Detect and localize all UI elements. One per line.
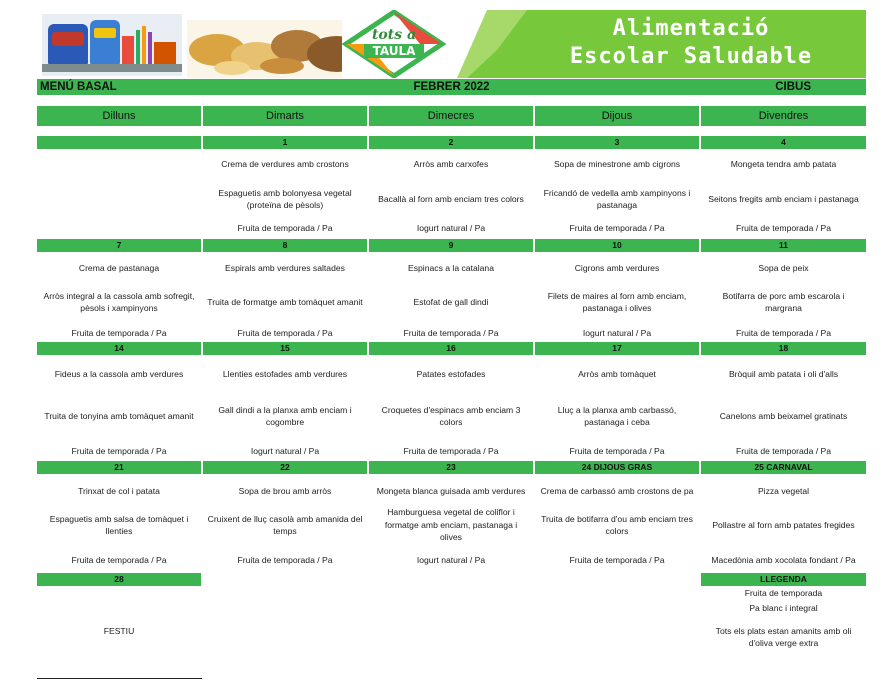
week-5 [37,573,866,663]
day-number: 3 [535,136,699,149]
dish-dessert: Iogurt natural / Pa [250,445,320,456]
week-1 [37,136,866,236]
day-number: 14 [37,342,201,355]
dish-second-course: Croquetes d'espinacs amb enciam 3 colors [381,404,521,427]
day-number [37,136,201,149]
weekday-tuesday: Dimarts [203,106,367,126]
dish-first-course: Pizza vegetal [757,485,810,496]
dish-first-course: Espinacs a la catalana [408,262,494,273]
dish-first-course: Mongeta blanca guisada amb verdures [376,485,526,496]
day-number: 9 [369,239,533,252]
dish-dessert: Fruita de temporada / Pa [237,554,333,565]
dish-first-course: Cigrons amb verdures [574,262,660,273]
menu-title-bar [37,79,866,95]
week-3 [37,342,866,459]
day-number: 4 [701,136,866,149]
dish-dessert: Fruita de temporada / Pa [237,327,333,338]
day-number: 28 [37,573,201,586]
dish-second-course: Gall dindi a la planxa amb enciam i cogombre [218,404,352,427]
dish-second-course: Truita de botifarra d'ou amb enciam tres colors [541,513,693,536]
weekday-wednesday: Dimecres [369,106,533,126]
dish-second-course: Botifarra de porc amb escarola i margrana [722,290,845,313]
dish-second-course: Espaguetis amb bolonyesa vegetal (proteïna de pèsols) [218,187,352,210]
dish-first-course: Crema de pastanaga [78,262,160,273]
dish-first-course: Crema de carbassó amb crostons de pa [540,485,694,496]
month-title: FEBRER 2022 [413,81,490,93]
dish-first-course: Sopa de brou amb arròs [238,485,332,496]
day-number: 16 [369,342,533,355]
dish-second-course: Hamburguesa vegetal de coliflor i formatge amb enciam, pastanaga i olives [384,507,518,543]
legend-line: Tots els plats estan amanits amb oli d'oliva verge extra [715,625,852,648]
school-supplies-image [42,14,182,76]
dish-dessert: Fruita de temporada / Pa [569,222,665,233]
dish-second-course: Arròs integral a la cassola amb sofregit, pèsols i xampinyons [43,290,195,313]
day-number: 21 [37,461,201,474]
dish-dessert: Fruita de temporada / Pa [71,445,167,456]
dish-dessert: Iogurt natural / Pa [582,327,652,338]
dish-second-course: Estofat de gall dindi [413,296,489,307]
dish-first-course: Patates estofades [416,368,486,379]
day-number: 15 [203,342,367,355]
dish-second-course: Lluç a la planxa amb carbassó, pastanaga i ceba [557,404,677,427]
day-number: 17 [535,342,699,355]
dish-first-course: Bròquil amb patata i oli d'alls [728,368,839,379]
dish-first-course: Sopa de peix [758,262,809,273]
day-number: 23 [369,461,533,474]
day-number: 7 [37,239,201,252]
weekday-header-row [37,106,866,126]
dish-first-course: Espirals amb verdures saltades [225,262,345,273]
dish-dessert: Iogurt natural / Pa [416,554,486,565]
logo-text-bottom: TAULA [372,44,416,58]
dish-dessert: Fruita de temporada / Pa [71,554,167,565]
weekday-friday: Divendres [701,106,866,126]
dish-dessert: Fruita de temporada / Pa [569,445,665,456]
day-number: 18 [701,342,866,355]
dish-first-course: Crema de verdures amb crostons [221,158,349,169]
dish-second-course: Bacallà al forn amb enciam tres colors [378,193,524,204]
logo-text-top: tots a [371,27,417,43]
day-number: 25 CARNAVAL [701,461,866,474]
dish-second-course: Fricandó de vedella amb xampinyons i pastanaga [543,187,691,210]
day-number: 22 [203,461,367,474]
dish-dessert: Fruita de temporada / Pa [237,222,333,233]
week-4 [37,461,866,569]
dish-dessert: Macedònia amb xocolata fondant / Pa [711,554,856,565]
dish-first-course: Trinxat de col i patata [78,485,160,496]
banner-title-line2: Escolar Saludable [569,44,813,69]
dish-first-course: Mongeta tendra amb patata [730,158,837,169]
dish-second-course: Truita de tonyina amb tomàquet amanit [44,410,194,421]
dish-first-course: Sopa de minestrone amb cigrons [553,158,681,169]
day-number: 1 [203,136,367,149]
legend-line: Pa blanc i integral [749,602,818,613]
dish-dessert: Fruita de temporada / Pa [403,327,499,338]
dish-second-course: Truita de formatge amb tomàquet amanit [207,296,363,307]
banner-title-line1: Alimentació [612,16,770,41]
dish-first-course: Fideus a la cassola amb verdures [54,368,184,379]
weekday-monday: Dilluns [37,106,201,126]
menu-type-label: MENÚ BASAL [40,81,117,93]
dish-first-course: Arròs amb carxofes [413,158,489,169]
dish-dessert: Fruita de temporada / Pa [71,327,167,338]
legend-line: Fruita de temporada [744,587,823,598]
day-number: 24 DIJOUS GRAS [535,461,699,474]
dish-dessert: Fruita de temporada / Pa [403,445,499,456]
dish-second-course: Canelons amb beixamel gratinats [719,410,848,421]
day-number: 11 [701,239,866,252]
provider-label: CIBUS [775,81,811,93]
dish-first-course: Llenties estofades amb verdures [222,368,348,379]
dish-dessert: Fruita de temporada / Pa [735,222,832,233]
day-number: 10 [535,239,699,252]
dish-second-course: Filets de maires al forn amb enciam, pastanaga i olives [547,290,687,313]
dish-dessert: Fruita de temporada / Pa [735,327,832,338]
dish-second-course: Cruixent de lluç casolà amb amanida del temps [207,513,363,536]
tots-a-taula-logo [342,10,447,78]
weekday-thursday: Dijous [535,106,699,126]
footer-rule [37,678,202,679]
dish-dessert: Fruita de temporada / Pa [735,445,832,456]
dish-second-course: Pollastre al forn amb patates fregides [712,519,855,530]
dish-dessert: Fruita de temporada / Pa [569,554,665,565]
day-number: 8 [203,239,367,252]
dish-first-course: Arròs amb tomàquet [578,368,656,379]
menu-header [37,10,866,78]
dish-second-course: Espaguetis amb salsa de tomàquet i llenties [49,513,189,536]
holiday-note: FESTIU [103,625,135,636]
week-2 [37,239,866,341]
day-number: 2 [369,136,533,149]
dish-dessert: Iogurt natural / Pa [416,222,486,233]
dish-second-course: Seitons fregits amb enciam i pastanaga [708,193,859,204]
legend-title: LLEGENDA [701,573,866,586]
